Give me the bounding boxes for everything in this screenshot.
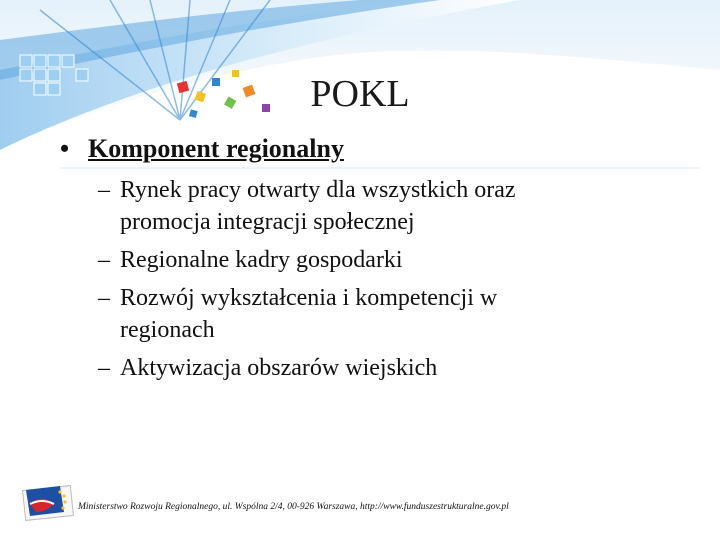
sub-item: [98, 174, 680, 238]
main-bullet-text: Komponent regionalny: [88, 134, 344, 163]
sub-item: [98, 352, 680, 384]
flag-logo-icon: [20, 482, 76, 522]
slide-title: POKL: [310, 73, 410, 115]
bullet-dot: •: [60, 134, 70, 163]
main-bullet: [60, 132, 680, 166]
slide-content: [60, 132, 680, 390]
sub-item-text: Rynek pracy otwarty dla wszystkich oraz promocja integracji społecznej: [120, 177, 516, 235]
dash: –: [98, 285, 110, 311]
dash: –: [98, 355, 110, 381]
dash: –: [98, 247, 110, 273]
sub-item-text: Rozwój wykształcenia i kompetencji w regionach: [120, 285, 498, 343]
sub-item-text: Aktywizacja obszarów wiejskich: [120, 355, 438, 381]
sub-item-text: Regionalne kadry gospodarki: [120, 247, 403, 273]
dash: –: [98, 177, 110, 203]
footer-text: Ministerstwo Rozwoju Regionalnego, ul. Wspólna 2/4, 00-926 Warszawa, http://www.funduszestrukturalne.gov.pl: [78, 502, 509, 512]
sub-item: [98, 282, 680, 346]
sub-list: [98, 174, 680, 384]
sub-item: [98, 244, 680, 276]
